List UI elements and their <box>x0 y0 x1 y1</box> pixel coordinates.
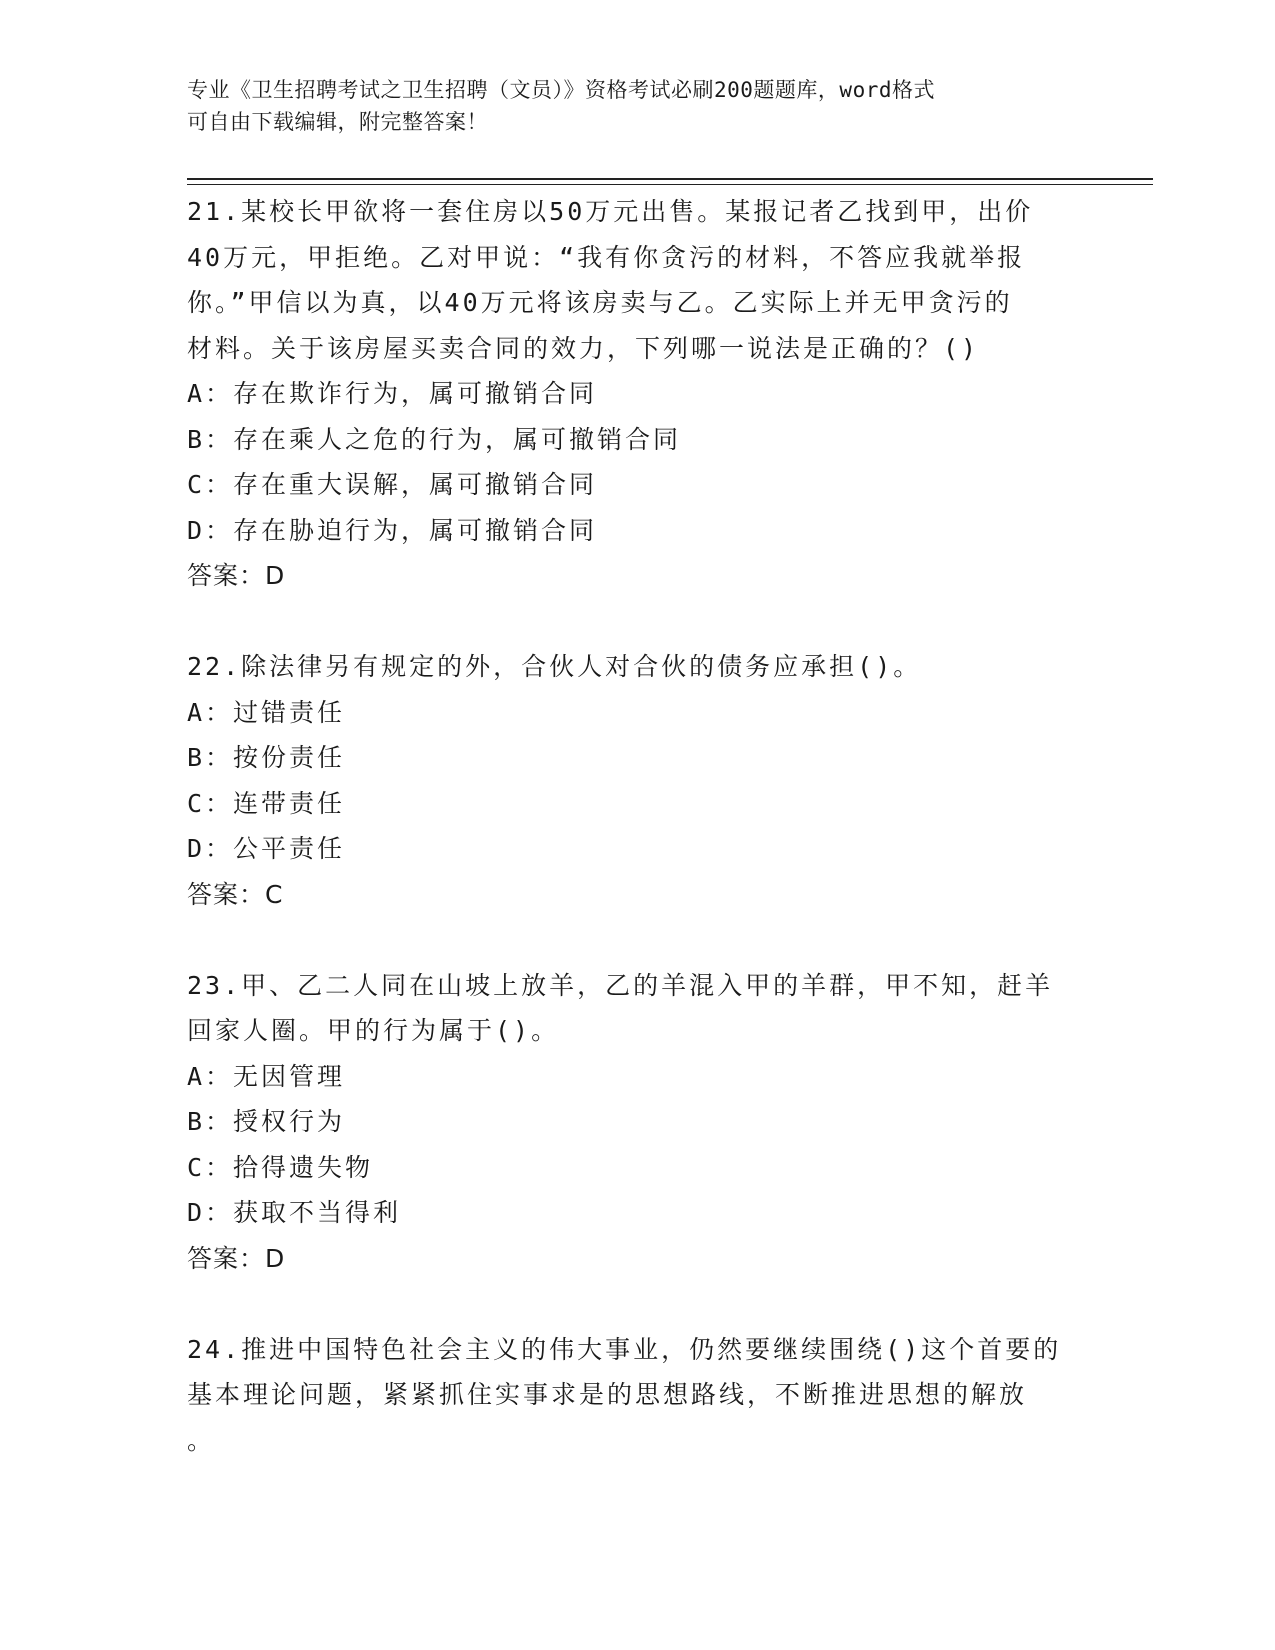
option-c: C：连带责任 <box>187 788 346 818</box>
question-spacer <box>187 1281 1087 1327</box>
option-d: D：存在胁迫行为，属可撤销合同 <box>187 515 598 545</box>
question-22 <box>187 644 1087 917</box>
option-a: A：存在欺诈行为，属可撤销合同 <box>187 379 598 408</box>
option-d: D：公平责任 <box>187 834 346 863</box>
question-stem-line: 24.推进中国特色社会主义的伟大事业，仍然要继续围绕()这个首要的 <box>187 1334 1062 1364</box>
question-stem-line: 回家人圈。甲的行为属于()。 <box>187 1016 560 1045</box>
header-line-2: 可自由下载编辑，附完整答案！ <box>187 110 488 134</box>
option-a: A：无因管理 <box>187 1061 346 1091</box>
header-divider-thin <box>187 184 1153 185</box>
question-23 <box>187 963 1087 1282</box>
document-header <box>187 74 1067 138</box>
question-21 <box>187 189 1087 599</box>
question-spacer <box>187 599 1087 645</box>
question-stem-line: 23.甲、乙二人同在山坡上放羊，乙的羊混入甲的羊群，甲不知，赶羊 <box>187 970 1054 1000</box>
question-stem-line: 40万元，甲拒绝。乙对甲说：“我有你贪污的材料，不答应我就举报 <box>187 242 1026 272</box>
question-stem-line: 材料。关于该房屋买卖合同的效力，下列哪一说法是正确的？() <box>187 333 980 363</box>
question-stem-line: 你。”甲信以为真，以40万元将该房卖与乙。乙实际上并无甲贪污的 <box>187 288 1013 317</box>
option-b: B：授权行为 <box>187 1107 346 1136</box>
answer-line: 答案：D <box>187 561 286 590</box>
question-stem-line: 21.某校长甲欲将一套住房以50万元出售。某报记者乙找到甲，出价 <box>187 197 1034 226</box>
question-spacer <box>187 917 1087 963</box>
option-c: C：拾得遗失物 <box>187 1152 374 1182</box>
question-list <box>187 189 1087 1463</box>
answer-line: 答案：C <box>187 879 284 909</box>
question-stem-line: 。 <box>187 1425 216 1455</box>
header-line-1: 专业《卫生招聘考试之卫生招聘（文员）》资格考试必刷200题题库，word格式 <box>187 78 935 102</box>
header-divider-thick <box>187 178 1153 180</box>
question-stem-line: 22.除法律另有规定的外，合伙人对合伙的债务应承担()。 <box>187 652 922 681</box>
option-c: C：存在重大误解，属可撤销合同 <box>187 470 598 499</box>
option-b: B：存在乘人之危的行为，属可撤销合同 <box>187 424 682 454</box>
option-b: B：按份责任 <box>187 743 346 772</box>
option-d: D：获取不当得利 <box>187 1198 402 1227</box>
answer-line: 答案：D <box>187 1243 286 1273</box>
question-stem-line: 基本理论问题，紧紧抓住实事求是的思想路线，不断推进思想的解放 <box>187 1380 1028 1409</box>
question-24 <box>187 1327 1087 1464</box>
option-a: A：过错责任 <box>187 697 346 727</box>
